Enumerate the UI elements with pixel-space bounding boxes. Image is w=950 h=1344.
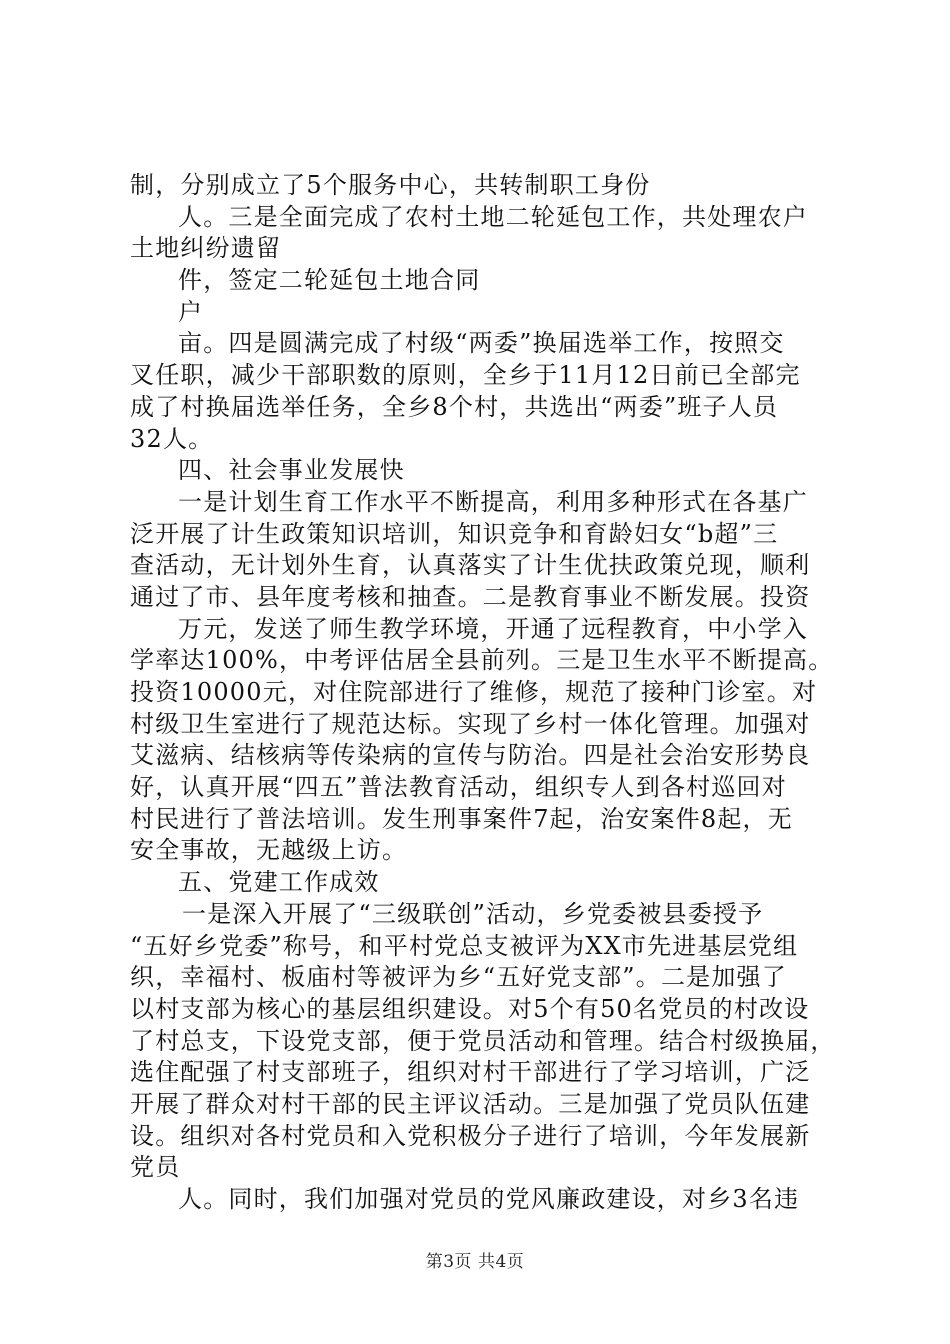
text-line: 安全事故，无越级上访。 <box>130 836 408 865</box>
document-body <box>130 170 840 1216</box>
text-line: 土地纠纷遗留 <box>130 234 282 263</box>
text-line: 投资10000元，对住院部进行了维修，规范了接种门诊室。对 <box>130 678 818 706</box>
text-line: 一是深入开展了“三级联创”活动，乡党委被县委授予 <box>182 899 764 928</box>
text-line: 万元，发送了师生教学环境，开通了远程教育，中小学入 <box>178 614 808 643</box>
text-line: “五好乡党委”称号，和平村党总支被评为XX市先进基层党组 <box>130 931 799 960</box>
text-line: 学率达100%，中考评估居全县前列。三是卫生水平不断提高。 <box>130 646 834 675</box>
section-heading: 五、党建工作成效 <box>178 868 380 897</box>
text-line: 人。同时，我们加强对党员的党风廉政建设，对乡3名违 <box>178 1185 800 1213</box>
text-line: 开展了群众对村干部的民主评议活动。三是加强了党员队伍建 <box>130 1089 811 1118</box>
text-line: 件，签定二轮延包土地合同 <box>178 266 481 295</box>
text-line: 人。三是全面完成了农村土地二轮延包工作，共处理农户 <box>178 202 808 231</box>
page-number-footer: 第3页 共4页 <box>425 1252 525 1272</box>
text-line: 艾滋病、结核病等传染病的宣传与防治。四是社会治安形势良 <box>130 741 811 770</box>
text-line: 设。组织对各村党员和入党积极分子进行了培训，今年发展新 <box>130 1121 811 1150</box>
section-heading: 四、社会事业发展快 <box>178 456 405 485</box>
text-line: 32人。 <box>130 424 214 453</box>
text-line: 党员 <box>130 1153 181 1182</box>
text-line: 一是计划生育工作水平不断提高，利用多种形式在各基广 <box>178 487 808 516</box>
text-line: 选住配强了村支部班子，组织对村干部进行了学习培训，广泛 <box>130 1058 811 1087</box>
text-line: 叉任职，减少干部职数的原则，全乡于11月12日前已全部完 <box>130 361 801 390</box>
text-line: 泛开展了计生政策知识培训，知识竞争和育龄妇女“b超”三 <box>130 519 779 548</box>
text-line: 查活动，无计划外生育，认真落实了计生优扶政策兑现，顺利 <box>130 551 811 580</box>
text-line: 了村总支，下设党支部，便于党员活动和管理。结合村级换届， <box>130 1026 836 1055</box>
text-line: 制，分别成立了5个服务中心，共转制职工身份 <box>130 171 651 199</box>
text-line: 通过了市、县年度考核和抽查。二是教育事业不断发展。投资 <box>130 582 811 611</box>
text-line: 户 <box>178 297 204 326</box>
text-line: 村级卫生室进行了规范达标。实现了乡村一体化管理。加强对 <box>130 709 811 738</box>
text-line: 好，认真开展“四五”普法教育活动，组织专人到各村巡回对 <box>130 773 787 802</box>
text-line: 成了村换届选举任务，全乡8个村，共选出“两委”班子人员 <box>130 392 779 421</box>
text-line: 以村支部为核心的基层组织建设。对5个有50名党员的村改设 <box>130 994 810 1023</box>
text-line: 织，幸福村、板庙村等被评为乡“五好党支部”。二是加强了 <box>130 963 787 992</box>
text-line: 亩。四是圆满完成了村级“两委”换届选举工作，按照交 <box>178 329 785 358</box>
text-line: 村民进行了普法培训。发生刑事案件7起，治安案件8起，无 <box>130 804 793 833</box>
